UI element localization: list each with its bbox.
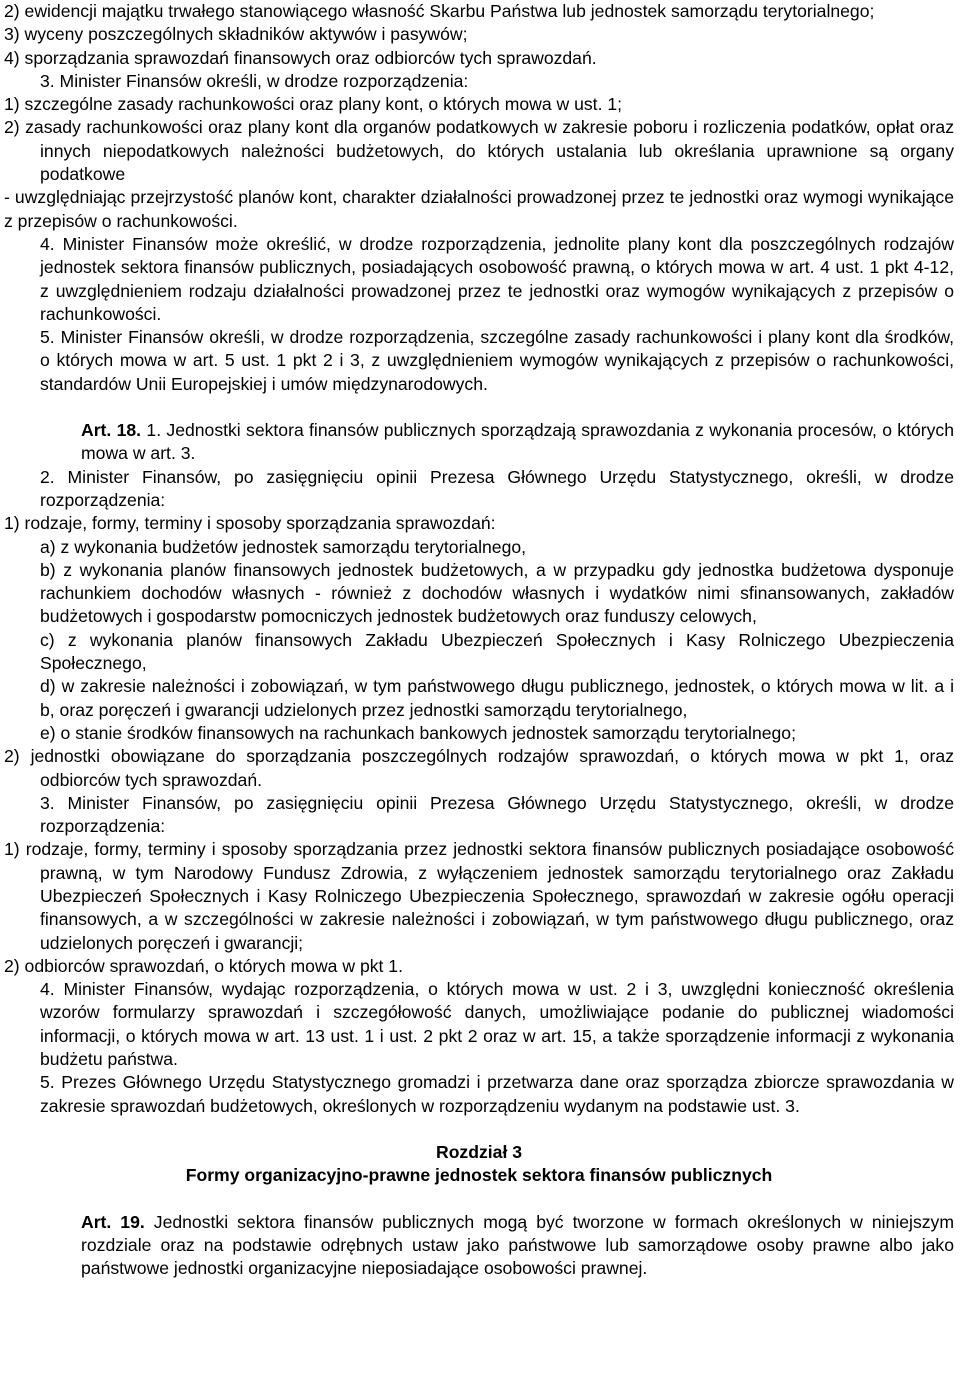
art-18-paragraph-5: 5. Prezes Głównego Urzędu Statystycznego gromadzi i przetwarza dane oraz sporządza zbiorcze sprawozdania w zakresie sprawozdań budżetowych, określonych w rozporządzeniu wydanym na podstawie ust. 3. [40,1072,954,1116]
art-18-paragraph-2: 2. Minister Finansów, po zasięgnięciu opinii Prezesa Głównego Urzędu Statystycznego, określi, w drodze rozporządzenia: [40,466,954,510]
closing-clause: - uwzględniając przejrzystość planów kont, charakter działalności prowadzonej przez te jednostki oraz wymogi wynikające z przepisów o rachunkowości. [4,187,954,231]
art-19-text: Jednostki sektora finansów publicznych mogą być tworzone w formach określonych w niniejszym rozdziale oraz na podstawie odrębnych ustaw jako państwowe lub samorządowe osoby prawne albo jako państwowe jednostki organizacyjne nieposiadające osobowości prawnej. [81,1211,954,1279]
art-18-p2-item-1c: c) z wykonania planów finansowych Zakładu Ubezpieczeń Społecznych i Kasy Rolniczego Ubezpieczenia Społecznego, [40,629,954,674]
art-18-p3-item-2: 2) odbiorców sprawozdań, o których mowa w pkt 1. [4,955,403,976]
paragraph-5: 5. Minister Finansów określi, w drodze rozporządzenia, szczególne zasady rachunkowości i plany kont dla środków, o których mowa w art. 5 ust. 1 pkt 2 i 3, z uwzględnieniem wymogów wynikających z przepisów o rachunkowości, standardów Unii Europejskiej i umów międzynarodowych. [40,327,954,394]
art-18-p2-item-1a: a) z wykonania budżetów jednostek samorządu terytorialnego, [40,536,527,557]
art-18-p3-item-1: 1) rodzaje, formy, terminy i sposoby sporządzania przez jednostki sektora finansów publicznych posiadające osobowość prawną, w tym Narodowy Fundusz Zdrowia, z wyłączeniem jednostek samorządu terytorialnego oraz Zakładu Ubezpieczeń Społecznych i Kasy Rolniczego Ubezpieczenia Społecznego, sprawozdań w zakresie ogółu operacji finansowych, a w szczególności w zakresie należności i zobowiązań, w tym państwowego długu publicznego, oraz udzielonych poręczeń i gwarancji; [4,839,954,953]
item-1-zasady: 1) szczególne zasady rachunkowości oraz plany kont, o których mowa w ust. 1; [4,94,623,115]
item-4-sporzadzania: 4) sporządzania sprawozdań finansowych oraz odbiorców tych sprawozdań. [4,47,597,68]
art-18-paragraph-3: 3. Minister Finansów, po zasięgnięciu opinii Prezesa Głównego Urzędu Statystycznego, określi, w drodze rozporządzenia: [40,792,954,837]
art-18-paragraph-1 [4,419,954,466]
chapter-title: Formy organizacyjno-prawne jednostek sektora finansów publicznych [185,1165,773,1186]
paragraph-4: 4. Minister Finansów może określić, w drodze rozporządzenia, jednolite plany kont dla poszczególnych rodzajów jednostek sektora finansów publicznych, posiadających osobowość prawną, o których mowa w art. 4 ust. 1 pkt 4-12, z uwzględnieniem rodzaju działalności prowadzonej przez te jednostki oraz wymogów wynikających z przepisów o rachunkowości. [40,233,954,324]
art-19-label: Art. 19. [81,1211,145,1232]
chapter-number: Rozdział 3 [435,1141,523,1162]
item-2-zasady-podatkowe: 2) zasady rachunkowości oraz plany kont dla organów podatkowych w zakresie poboru i rozliczenia podatków, opłat oraz innych niepodatkowych należności budżetowych, do których ustalania lub określania uprawnione są organy podatkowe [4,117,954,185]
art-18-p1-text: 1. Jednostki sektora finansów publicznych sporządzają sprawozdania z wykonania procesów, o których mowa w art. 3. [81,420,954,464]
art-18-p2-item-1: 1) rodzaje, formy, terminy i sposoby sporządzania sprawozdań: [4,513,496,534]
art-18-p2-item-1d: d) w zakresie należności i zobowiązań, w tym państwowego długu publicznego, jednostek, o których mowa w lit. a i b, oraz poręczeń i gwarancji udzielonych przez jednostki samorządu terytorialnego, [40,676,954,720]
art-18-label: Art. 18. [81,420,142,441]
art-18-p2-item-2: 2) jednostki obowiązane do sporządzania poszczególnych rodzajów sprawozdań, o których mowa w pkt 1, oraz odbiorców tych sprawozdań. [4,746,954,790]
art-19-paragraph [4,1211,954,1281]
paragraph-3: 3. Minister Finansów określi, w drodze rozporządzenia: [40,70,469,91]
art-18-p2-item-1b: b) z wykonania planów finansowych jednostek budżetowych, a w przypadku gdy jednostka budżetowa dysponuje rachunkiem dochodów własnych - również z dochodów własnych i wydatków nimi sfinansowanych, zakładów budżetowych i gospodarstw pomocniczych jednostek budżetowych oraz funduszy celowych, [40,559,954,627]
art-18-paragraph-4: 4. Minister Finansów, wydając rozporządzenia, o których mowa w ust. 2 i 3, uwzględni konieczność określenia wzorów formularzy sprawozdań i szczegółowość danych, umożliwiające podanie do publicznej wiadomości informacji, o których mowa w art. 13 ust. 1 i ust. 2 pkt 2 oraz w art. 15, a także sporządzenie informacji z wykonania budżetu państwa. [40,979,954,1070]
item-3-wyceny: 3) wyceny poszczególnych składników aktywów i pasywów; [4,24,468,45]
art-18-p2-item-1e: e) o stanie środków finansowych na rachunkach bankowych jednostek samorządu terytorialnego; [40,722,796,743]
item-2-ewidencji: 2) ewidencji majątku trwałego stanowiącego własność Skarbu Państwa lub jednostek samorządu terytorialnego; [4,1,875,21]
